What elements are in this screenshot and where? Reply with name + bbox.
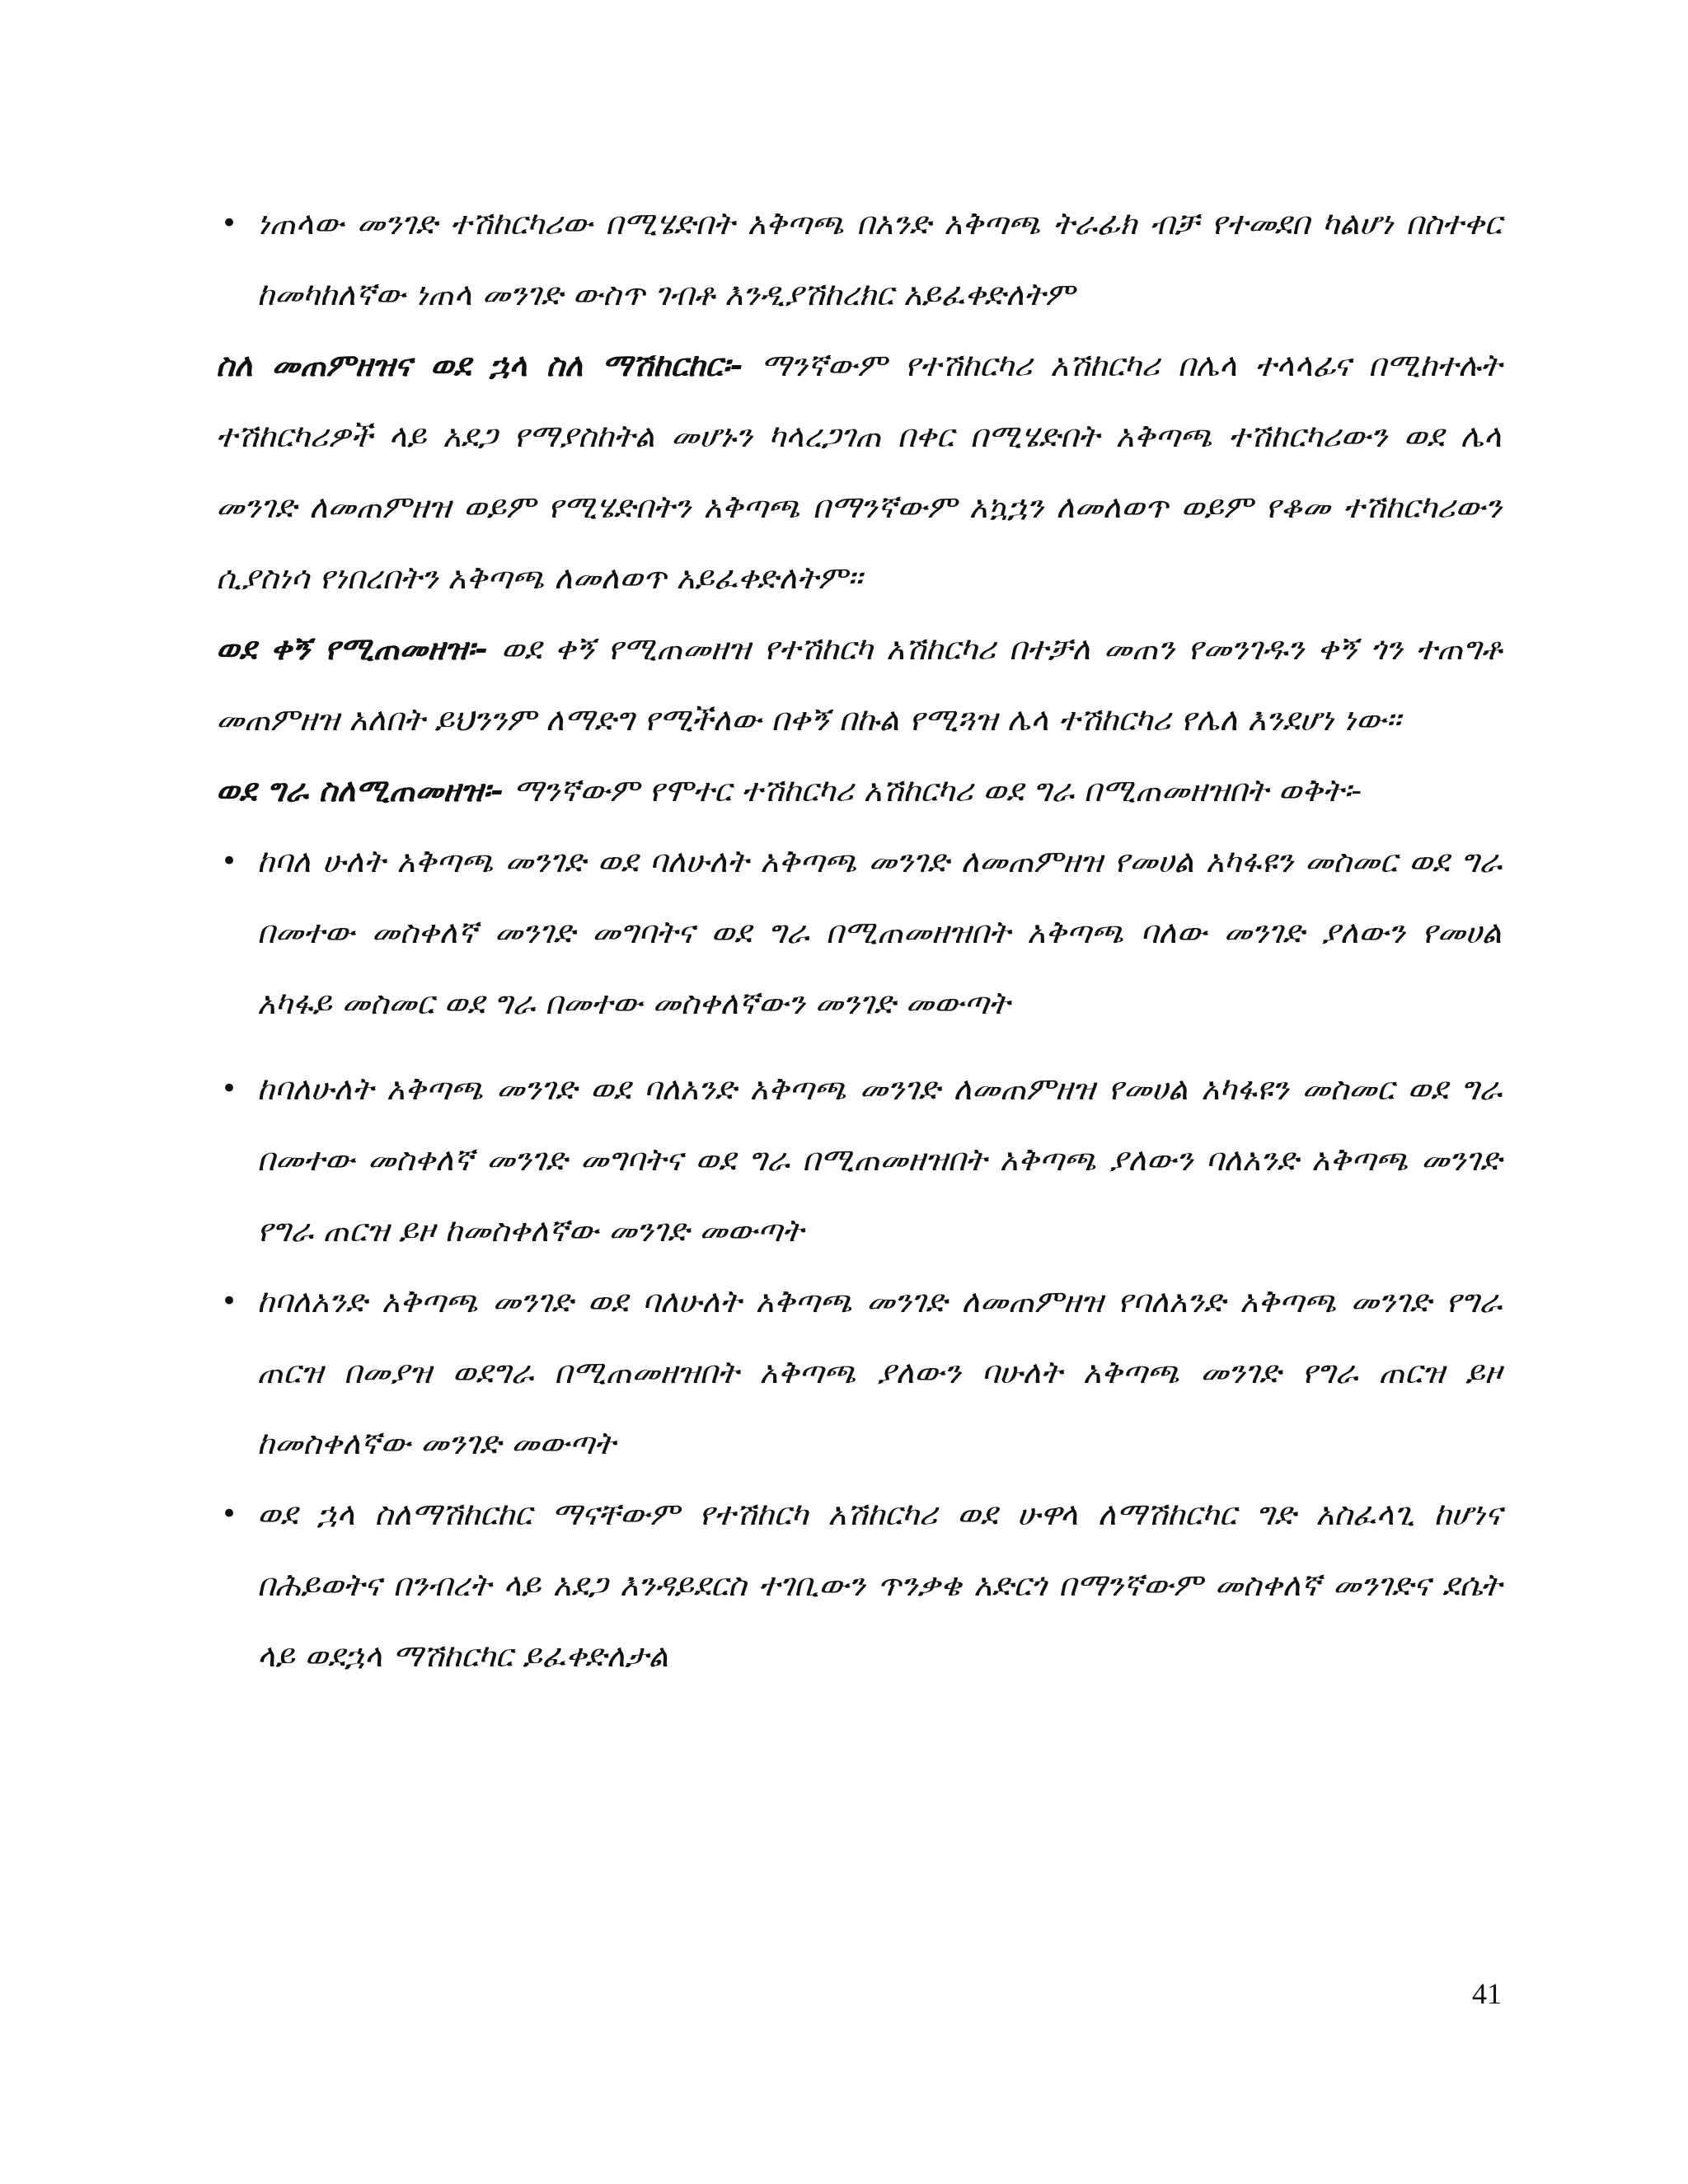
section-left-turn [216,755,1502,826]
section-body: ወደ ቀኝ የሚጠመዘዝ የተሽከርካ አሽከርካሪ በተቻለ መጠን የመንገዱን ቀኝ ጎን ተጠግቶ መጠምዘዝ አለበት ይህንንም ለማድግ የሚችለው በቀኝ በኩል የሚጓዝ ሌላ ተሽከርካሪ የሌለ እንደሆነ ነው፡፡ [216,630,1503,738]
section-heading: ወደ ግራ ስለሚጠመዘዝ፡- [216,771,504,808]
section-body: ማንኛውም የሞተር ተሽከርካሪ አሽከርካሪ ወደ ግራ በሚጠመዘዝበት ወቅት፡- [503,772,1362,808]
bullet-list-top [216,188,1502,330]
section-heading: ወደ ቀኝ የሚጠመዘዝ፡- [216,630,488,667]
section-turning-reversing [216,330,1502,613]
list-item: • ከባለሁለት አቅጣጫ መንገድ ወደ ባለአንድ አቅጣጫ መንገድ ለመጠምዘዝ የመሀል አካፋዩን መስመር ወደ ግራ በመተው መስቀለኛ መንገድ መግባትና ወደ ግራ በሚጠመዘዝበት አቅጣጫ ያለውን ባለአንድ አቅጣጫ መንገድ የግራ ጠርዝ ይዞ ከመስቀለኛው መንገድ መውጣት [216,1053,1502,1266]
section-right-turn [216,613,1502,755]
list-item: • ነጠላው መንገድ ተሽከርካሪው በሚሄድበት አቅጣጫ በአንድ አቅጣጫ ትራፊክ ብቻ የተመደበ ካልሆነ በስተቀር ከመካከለኛው ነጠላ መንገድ ውስጥ ገብቶ እንዲያሽከረክር አይፈቀድለትም [216,188,1502,330]
page-content [216,188,1502,1691]
bullet-list-left-turn [216,826,1502,1691]
list-item: • ከባለ ሁለት አቅጣጫ መንገድ ወደ ባለሁለት አቅጣጫ መንገድ ለመጠምዘዝ የመሀል አካፋዩን መስመር ወደ ግራ በመተው መስቀለኛ መንገድ መግባትና ወደ ግራ በሚጠመዘዝበት አቅጣጫ ባለው መንገድ ያለውን የመሀል አካፋይ መስመር ወደ ግራ በመተው መስቀለኛውን መንገድ መውጣት [216,826,1502,1038]
section-heading: ስለ መጠምዘዝና ወደ ኋላ ስለ ማሽከርከር፡- [216,346,743,383]
section-body: ማንኛውም የተሽከርካሪ አሽከርካሪ በሌላ ተላላፊና በሚከተሉት ተሽከርካሪዎች ላይ አደጋ የማያስከትል መሆኑን ካላረጋገጠ በቀር በሚሄድበት አቅጣጫ ተሽከርካሪውን ወደ ሌላ መንገድ ለመጠምዘዝ ወይም የሚሄድበትን አቅጣጫ በማንኛውም አኳኋን ለመለወጥ ወይም የቆመ ተሽከርካሪውን ሲያስነሳ የነበረበትን አቅጣጫ ለመለወጥ አይፈቀድለትም፡፡ [216,347,1502,596]
list-item: • ከባለአንድ አቅጣጫ መንገድ ወደ ባለሁለት አቅጣጫ መንገድ ለመጠምዘዝ የባለአንድ አቅጣጫ መንገድ የግራ ጠርዝ በመያዝ ወደግራ በሚጠመዘዝበት አቅጣጫ ያለውን ባሁለት አቅጣጫ መንገድ የግራ ጠርዝ ይዞ ከመስቀለኛው መንገድ መውጣት [216,1266,1502,1479]
list-item: • ወደ ኋላ ስለማሽከርከር ማናቸውም የተሽከርካ አሽከርካሪ ወደ ሁዋላ ለማሽከርካር ግድ አስፈላጊ ከሆነና በሕይወትና በንብረት ላይ አደጋ እንዳይደርስ ተገቢውን ጥንቃቄ አድርጎ በማንኛውም መስቀለኛ መንገድና ደሴት ላይ ወደኋላ ማሽከርካር ይፈቀድለታል [216,1479,1502,1691]
page-number: 41 [1472,1977,1502,2010]
